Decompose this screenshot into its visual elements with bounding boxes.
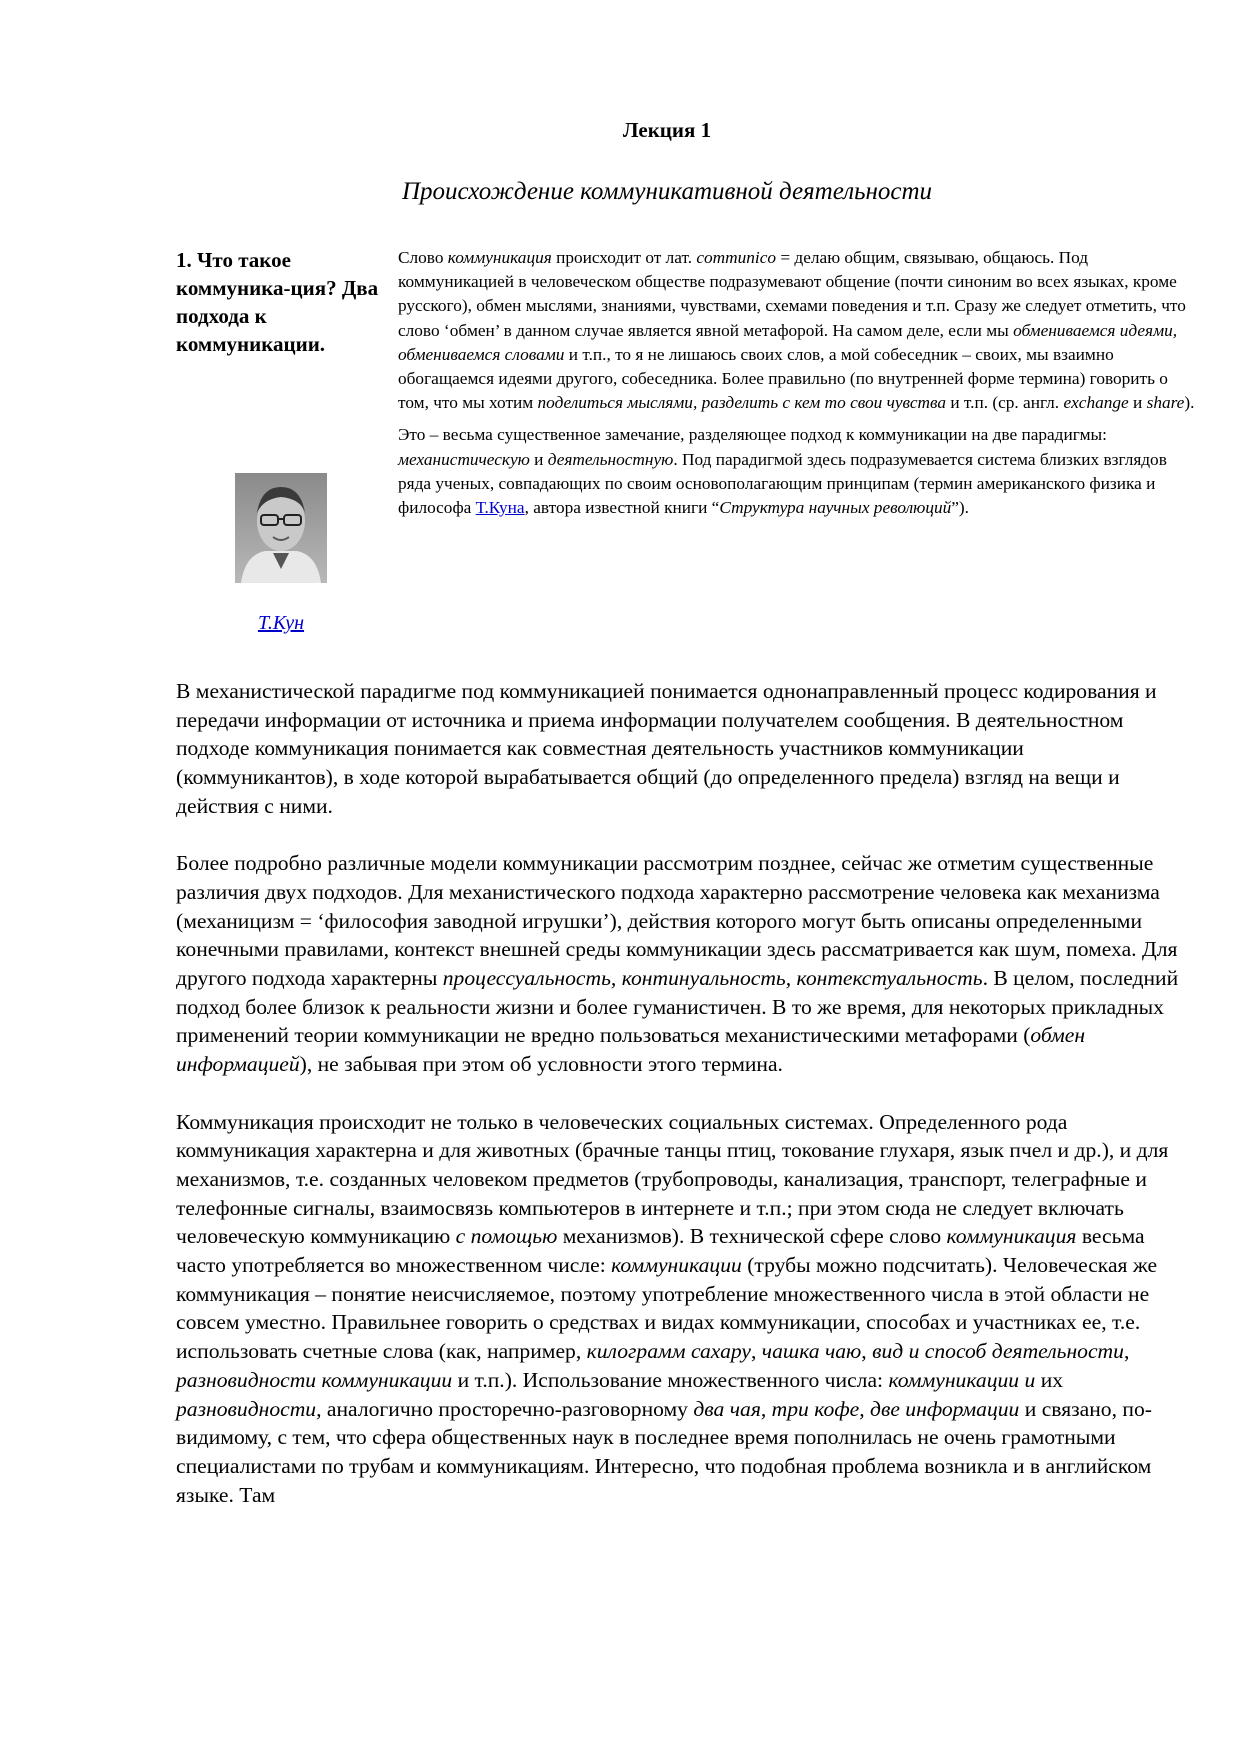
- text-run: (трубы можно подсчитать). Человеческая же коммуникация – понятие неисчисляемое, поэтому употребление множественного числа в этой области не совсем уместно. Правильнее говорить о средствах и видах коммуникации, способах и участниках ее, т.е. использовать счетные слова (как, например,: [176, 1253, 1158, 1364]
- italic-run: килограмм сахару: [586, 1339, 751, 1364]
- kuhn-caption-link[interactable]: Т.Кун: [257, 612, 305, 634]
- italic-run: разновидности коммуникации: [176, 1367, 453, 1392]
- text-run: механизмов). В технической сфере слово: [557, 1224, 947, 1249]
- text-run: ,: [861, 1339, 873, 1364]
- text-run: , автора известной книги “: [524, 498, 720, 518]
- italic-run: разновидности,: [176, 1396, 322, 1421]
- text-run: ,: [751, 1339, 762, 1364]
- text-run: Коммуникация происходит не только в человеческих социальных системах. Определенного рода коммуникация характерна и для животных (брачные танцы птиц, токование глухаря, язык пчел и др.), и для механизмов, т.е. созданных человеком предметов (трубопроводы, канализация, транспорт, телеграфные и телефонные сигналы, взаимосвязь компьютеров в интернете и т.п.; при этом сюда не следует включать человеческую коммуникацию: [176, 1109, 1169, 1249]
- italic-run: процессуальность, континуальность, контекстуальность: [442, 966, 983, 991]
- italic-run: поделиться мыслями, разделить с кем то свои чувства: [537, 393, 946, 413]
- italic-run: коммуникация: [447, 248, 552, 267]
- text-run: ”).: [951, 498, 969, 518]
- text-run: и связано, по-видимому, с тем, что сфера общественных наук в последнее время пополнилась не очень грамотными специалистами по трубам и коммуникациям. Интересно, что подобная проблема возникла и в английском языке. Там: [176, 1396, 1152, 1507]
- italic-run: с помощью: [455, 1224, 558, 1249]
- text-run: аналогично просторечно-разговорному: [321, 1396, 694, 1421]
- italic-run: обмениваемся идеями, обмениваемся словами: [398, 320, 1178, 364]
- lecture-subtitle: Происхождение коммуникативной деятельности: [401, 178, 933, 205]
- text-run: и т.п.). Использование множественного числа:: [452, 1367, 889, 1392]
- portrait-caption: [176, 612, 386, 635]
- italic-run: вид и способ деятельности: [872, 1339, 1124, 1364]
- text-run: В механистической парадигме под коммуникацией понимается однонаправленный процесс кодирования и передачи информации от источника и приема информации получателем сообщения. В деятельностном подходе коммуникация понимается как совместная деятельность участников коммуникации (коммуникантов), в ходе которой вырабатывается общий (до определенного предела) взгляд на вещи и действия с ними.: [176, 679, 1157, 818]
- italic-run: коммуникации и: [888, 1367, 1036, 1392]
- text-run: Это – весьма существенное замечание, разделяющее подход к коммуникации на две парадигмы:: [398, 425, 1107, 445]
- intro-text: [398, 246, 1203, 520]
- italic-run: механистическую: [398, 449, 530, 469]
- text-run: и: [1128, 393, 1147, 413]
- italic-run: коммуникации: [611, 1253, 742, 1278]
- text-run: Более подробно различные модели коммуникации рассмотрим позднее, сейчас же отметим существенные различия двух подходов. Для механистического подхода характерно рассмотрение человека как механизма (механицизм = ‘философия заводной игрушки’), действия которого могут быть описаны определенными конечными правилами, контекст внешней среды коммуникации здесь рассматривается как шум, помеха. Для другого подхода характерны: [176, 851, 1178, 991]
- italic-run: share: [1146, 393, 1185, 413]
- text-run: их: [1035, 1367, 1064, 1392]
- body-paragraph-2: [176, 849, 1186, 1079]
- kuhn-inline-link[interactable]: Т.Куна: [475, 498, 525, 518]
- text-run: . Под парадигмой здесь подразумевается система близких взглядов ряда ученых, совпадающих по своим основополагающим принципам (термин американского физика и философа: [398, 449, 1167, 518]
- text-run: и т.п., то я не лишаюсь своих слов, а мой собеседник – своих, мы взаимно обогащаемся идеями другого, собеседника. Более правильно (по внутренней форме термина) говорить о том, что мы хотим: [398, 344, 1168, 413]
- italic-run: Структура научных революций: [719, 498, 952, 518]
- text-run: Слово: [398, 248, 448, 267]
- text-run: = делаю общим, связываю, общаюсь. Под коммуникацией в человеческом обществе подразумевают общение (почти синоним во всех языках, кроме русского), обмен мыслями, знаниями, чувствами, схемами поведения и т.п. Сразу же следует отметить, что слово ‘обмен’ в данном случае является явной метафорой. На самом деле, если мы: [398, 248, 1186, 340]
- text-run: происходит от лат.: [551, 248, 697, 267]
- body-paragraph-1: [176, 677, 1186, 821]
- italic-run: деятельностную: [547, 449, 674, 469]
- section-heading: 1. Что такое коммуника-ция? Два подхода к коммуникации.: [176, 248, 379, 356]
- italic-run: чашка чаю: [761, 1339, 862, 1364]
- intro-paragraph-1: [398, 246, 1203, 415]
- italic-run: exchange: [1063, 393, 1129, 413]
- italic-run: два чая, три кофе, две информации: [693, 1396, 1020, 1421]
- text-run: и т.п. (ср. англ.: [946, 393, 1064, 413]
- portrait-image: [235, 473, 327, 583]
- body-text: [176, 677, 1186, 1509]
- intro-paragraph-2: [398, 423, 1203, 520]
- italic-run: коммуникация: [946, 1224, 1077, 1249]
- body-paragraph-3: [176, 1108, 1186, 1510]
- italic-run: communico: [696, 248, 777, 267]
- lecture-title: Лекция 1: [622, 118, 712, 142]
- text-run: . В целом, последний подход более близок к реальности жизни и более гуманистичен. В то же время, для некоторых прикладных применений теории коммуникации не вредно пользоваться механистическими метафорами (: [176, 966, 1179, 1048]
- text-run: ,: [1123, 1339, 1130, 1364]
- text-run: весьма часто употребляется во множественном числе:: [176, 1224, 1145, 1278]
- italic-run: обмен информацией: [176, 1023, 1086, 1077]
- text-run: и: [529, 449, 548, 469]
- text-run: ).: [1184, 393, 1195, 413]
- text-run: ), не забывая при этом об условности этого термина.: [299, 1052, 783, 1077]
